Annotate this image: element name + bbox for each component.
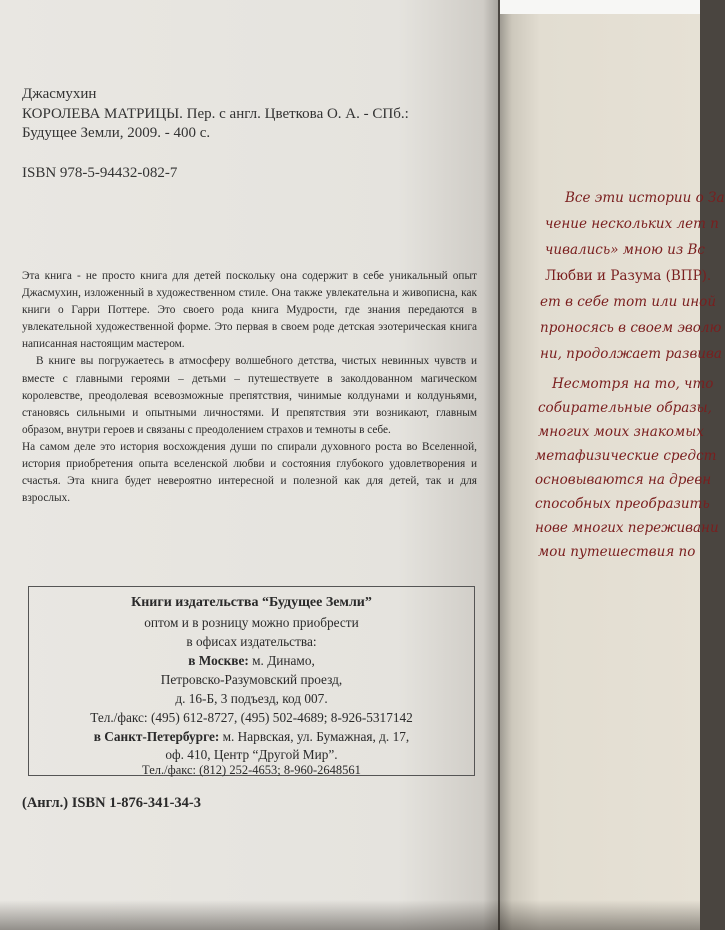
- right-line-9: собирательные образы,: [538, 400, 712, 416]
- spb-phone: Тел./факс: (812) 252-4653; 8-960-2648561: [142, 763, 361, 777]
- publisher-heading: Книги издательства “Будущее Земли”: [131, 595, 372, 610]
- title-line-1: КОРОЛЕВА МАТРИЦЫ. Пер. с англ. Цветкова О. А. - СПб.:: [22, 106, 409, 122]
- right-line-11: метафизические средст: [535, 448, 717, 464]
- right-line-12: основываются на древн: [535, 472, 712, 488]
- spb-label: в Санкт-Петербурге:: [93, 729, 220, 744]
- right-line-6: проносясь в своем эволю: [540, 320, 722, 336]
- right-line-3: чивались» мною из Вс: [545, 242, 705, 258]
- annotation-paragraph-3: На самом деле это история восхождения души по спирали духовного роста во Вселенной, история приобретения опыта вселенской любви и состояния глубокого удовлетворения и счастья. Эта книга будет невероятно интересной и полезной как для детей, так и для взрослых.: [22, 440, 477, 505]
- right-line-5: ет в себе тот или иной: [540, 294, 717, 310]
- spb-address-1: м. Нарвская, ул. Бумажная, д. 17,: [219, 729, 410, 744]
- right-line-2: чение нескольких лет п: [545, 216, 719, 232]
- right-line-7: ни, продолжает развива: [540, 346, 722, 362]
- right-line-1: Все эти истории о За: [565, 190, 725, 206]
- right-line-14: нове многих переживани: [535, 520, 719, 536]
- publisher-line-1: оптом и в розницу можно приобрести: [144, 615, 359, 630]
- annotation: [22, 268, 477, 507]
- author-name: Джасмухин: [22, 86, 97, 102]
- moscow-phone: Тел./факс: (495) 612-8727, (495) 502-4689; 8-926-5317142: [90, 710, 413, 725]
- moscow-line: [29, 653, 474, 669]
- right-line-10: многих моих знакомых: [538, 424, 704, 440]
- title-line-2: Будущее Земли, 2009. - 400 с.: [22, 125, 211, 141]
- moscow-label: в Москве:: [188, 653, 249, 668]
- publisher-line-2: в офисах издательства:: [186, 634, 317, 649]
- english-isbn: [22, 795, 201, 812]
- english-isbn-number: ISBN 1-876-341-34-3: [68, 795, 202, 811]
- spb-address-2: оф. 410, Центр “Другой Мир”.: [165, 747, 338, 762]
- right-line-8: Несмотря на то, что: [552, 376, 714, 392]
- english-isbn-label: (Англ.): [22, 795, 69, 811]
- moscow-address-1: м. Динамо,: [248, 653, 315, 668]
- right-line-4: Любви и Разума (ВПР).: [545, 268, 712, 284]
- annotation-paragraph-2: В книге вы погружаетесь в атмосферу волшебного детства, чистых невинных чувств и вместе с главными героями – детьми – путешествуете в заколдованном магическом королевстве, преодолевая всевозможные препятствия, чинимые колдунами и колдуньями, становясь сильными и опытными личностями. И препятствия эти возникают, главным образом, внутри героев и связаны с преодолением страхов и темноты в себе.: [22, 355, 477, 436]
- moscow-address-2: Петровско-Разумовский проезд,: [160, 672, 343, 687]
- publisher-box: [28, 586, 475, 776]
- background-corner: [500, 0, 700, 14]
- moscow-address-3: д. 16-Б, 3 подъезд, код 007.: [175, 691, 328, 706]
- right-page: [500, 0, 725, 930]
- isbn: ISBN 978-5-94432-082-7: [22, 165, 178, 181]
- right-line-15: мои путешествия по: [538, 544, 696, 560]
- spb-line: [29, 729, 474, 745]
- right-line-13: способных преобразить: [535, 496, 710, 512]
- bottom-shadow: [0, 900, 700, 930]
- annotation-paragraph-1: Эта книга - не просто книга для детей поскольку она содержит в себе уникальный опыт Джасмухин, изложенный в художественном стиле. Она также увлекательна и живописна, как книги о Гарри Поттере. Это своего рода книга Мудрости, где знания передаются в увлекательной художественной форме. Это первая в своем роде детская эзотерическая книга написанная настоящим мастером.: [22, 270, 477, 351]
